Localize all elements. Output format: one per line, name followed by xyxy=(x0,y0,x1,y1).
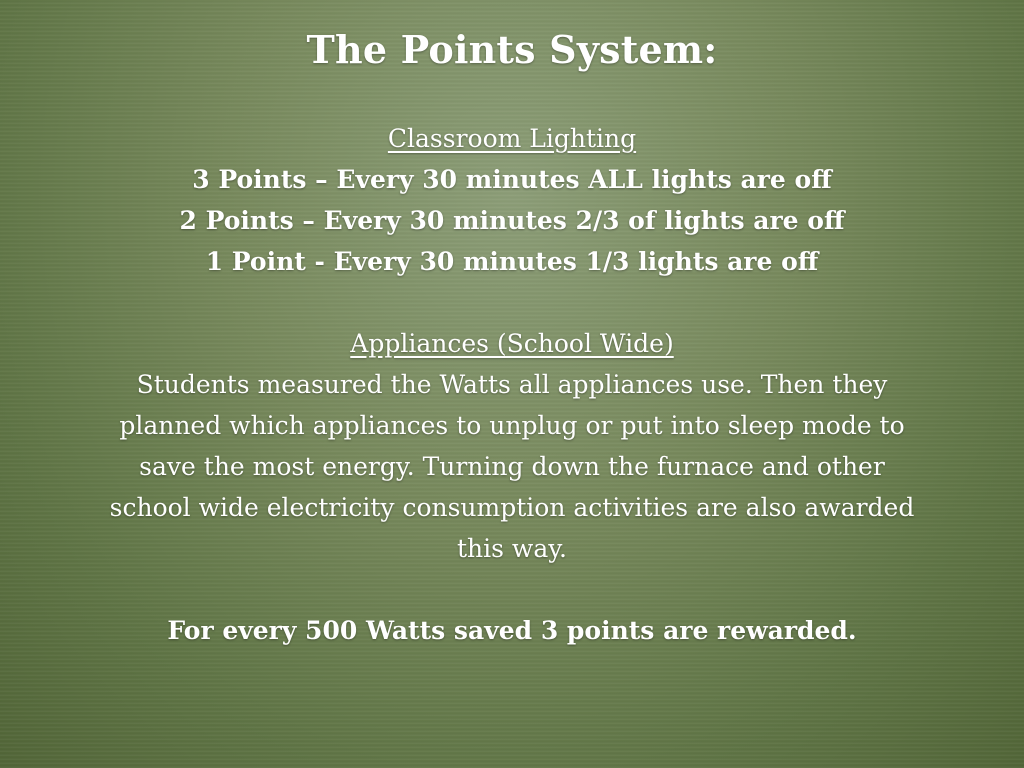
lighting-heading: Classroom Lighting xyxy=(387,124,637,153)
appliances-text-line-5: this way. xyxy=(457,534,567,563)
lighting-rule-1-point: 1 Point - Every 30 minutes 1/3 lights are off xyxy=(205,247,819,276)
spacer xyxy=(40,282,984,323)
slide-body xyxy=(40,118,984,651)
slide-title: The Points System: xyxy=(306,27,718,72)
appliances-text-line-4: school wide electricity consumption activities are also awarded xyxy=(109,493,915,522)
appliances-heading: Appliances (School Wide) xyxy=(350,329,674,358)
appliances-text-line-2: planned which appliances to unplug or put into sleep mode to xyxy=(119,411,905,440)
appliances-text-line-1: Students measured the Watts all appliances use. Then they xyxy=(136,370,888,399)
appliances-text-line-3: save the most energy. Turning down the furnace and other xyxy=(139,452,885,481)
reward-statement: For every 500 Watts saved 3 points are rewarded. xyxy=(167,616,857,645)
lighting-rule-3-points: 3 Points – Every 30 minutes ALL lights are off xyxy=(192,165,832,194)
spacer xyxy=(40,569,984,610)
lighting-rule-2-points: 2 Points – Every 30 minutes 2/3 of lights are off xyxy=(179,206,845,235)
